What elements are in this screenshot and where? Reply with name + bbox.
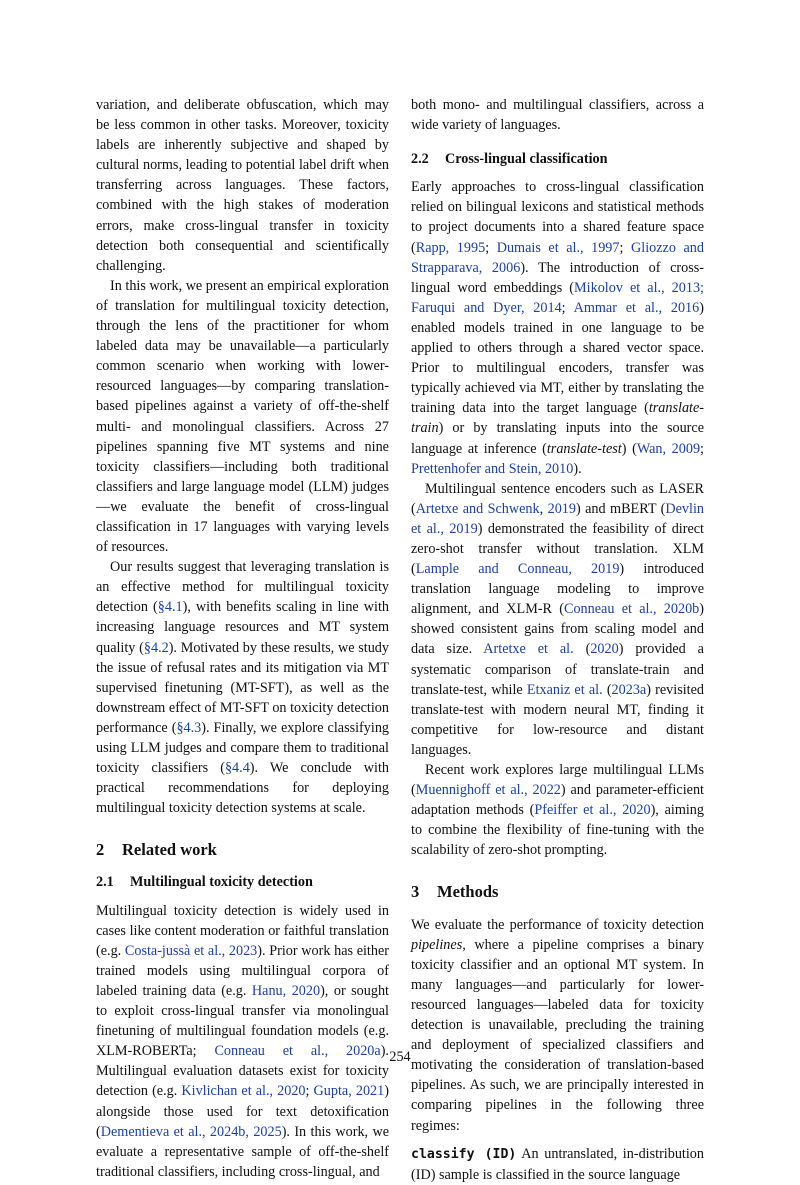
subsection-title: Multilingual toxicity detection <box>130 874 313 891</box>
section-link[interactable]: §4.4 <box>224 760 250 777</box>
subsection-title: Cross-lingual classification <box>445 151 608 168</box>
page-number: 254 <box>389 1049 411 1065</box>
section-title: Related work <box>122 840 217 860</box>
text: ) or by translating inputs into the source language at inference ( <box>411 420 704 457</box>
text: , where a pipeline comprises a binary toxicity classifier and an optional MT system. In many languages—and particularly for lower-resourced languages—labeled data for toxicity detection is unavailable, precluding the training and deployment of specialized classifiers and motivating the consideration of translation-based pipelines. As such, we are principally interested in comparing pipelines in the following three regimes: <box>411 936 704 1134</box>
citation-link[interactable]: Etxaniz et al. <box>526 681 603 698</box>
paragraph-sentence-encoders <box>411 479 704 760</box>
citation-link[interactable]: Costa-jussà et al., 2023 <box>124 942 258 959</box>
text: ) enabled models trained in one language to be applied to others through a shared vector space. Prior to multilingual encoders, transfer was typically achieved via MT, either by translating the training data into the target language ( <box>411 299 704 417</box>
text: ), with benefits scaling in line with increasing language resources and MT system quality ( <box>96 599 390 656</box>
subsection-heading-multilingual-toxicity <box>96 872 389 892</box>
paragraph-this-work: In this work, we present an empirical exploration of translation for multilingual toxicity detection, through the lens of the practitioner for whom labeled data may be unavailable—a particularly common scenario when working with lower-resourced languages—by comparing translation-based pipelines against a variety of off-the-shelf multi- and monolingual classifiers. Across 27 pipelines spanning five MT systems and nine toxicity classifiers—including both traditional classifiers and large language model (LLM) judges—we evaluate the benefit of cross-lingual classification in 17 languages with varying levels of resources. <box>96 277 389 556</box>
text: ( <box>602 681 612 698</box>
text: ) ( <box>621 440 637 457</box>
text: ) alongside those used for text detoxification ( <box>96 1083 389 1140</box>
text: ; <box>561 299 574 316</box>
text: ( <box>573 641 591 658</box>
citation-link[interactable]: Kivlichan et al., 2020 <box>181 1083 306 1100</box>
citation-link[interactable]: Mikolov et al., 2013; Faruqui and Dyer, 2014 <box>411 279 704 316</box>
text: ) showed consistent gains from scaling model and data size. <box>411 601 704 658</box>
text: ). We conclude with practical recommendations for deploying multilingual toxicity detection systems at scale. <box>96 760 389 817</box>
section-heading-related-work <box>96 840 389 860</box>
text: Early approaches to cross-lingual classification relied on bilingual lexicons and statistical methods to project documents into a shared feature space ( <box>411 179 704 256</box>
text: ) provided a systematic comparison of translate-train and translate-test, while <box>411 641 704 698</box>
citation-link[interactable]: Artetxe and Schwenk <box>415 500 540 517</box>
emphasis: translate-test <box>546 440 622 457</box>
paragraph-methods <box>411 915 704 1136</box>
section-heading-methods <box>411 882 704 902</box>
text: Recent work explores large multilingual LLMs ( <box>411 762 704 799</box>
text: ; <box>485 239 497 256</box>
text: ; <box>700 440 704 457</box>
paragraph-classify-id <box>411 1144 704 1185</box>
text: ), aiming to combine the flexibility of fine-tuning with the scalability of zero-shot prompting. <box>411 802 704 859</box>
citation-link[interactable]: 2023a <box>611 681 647 698</box>
text: ). Motivated by these results, we study the issue of refusal rates and its mitigation via MT supervised finetuning (MT-SFT), as well as the downstream effect of MT-SFT on toxicity detection performance ( <box>96 639 389 736</box>
subsection-number: 2.1 <box>96 874 114 891</box>
text: Multilingual toxicity detection is widely used in cases like content moderation or faithful translation (e.g. <box>96 902 389 959</box>
subsection-number: 2.2 <box>411 151 429 168</box>
citation-link[interactable]: Devlin et al., 2019 <box>411 500 705 537</box>
text: ). Prior work has either trained models using multilingual corpora of labeled training data (e.g. <box>96 942 389 999</box>
citation-link[interactable]: Dumais et al., 1997 <box>496 239 620 256</box>
text: ). The introduction of cross-lingual word embeddings ( <box>411 259 704 296</box>
citation-link[interactable]: Artetxe et al. <box>483 641 574 658</box>
citation-link[interactable]: Lample and Conneau, 2019 <box>415 561 620 578</box>
citation-link[interactable]: 2019 <box>547 500 576 517</box>
subsection-heading-cross-lingual <box>411 149 704 169</box>
section-number: 3 <box>411 882 420 902</box>
paragraph-intro-continued: variation, and deliberate obfuscation, which may be less common in other tasks. Moreover, toxicity labels are inherently subjective and shaped by cultural norms, leading to potential label drift when transferring across languages. These factors, combined with the high stakes of moderation errors, make cross-lingual transfer in toxicity detection both consequential and scientifically challenging. <box>96 97 389 274</box>
emphasis: pipelines <box>411 936 463 953</box>
paragraph-multilingual-toxicity <box>96 901 389 1182</box>
citation-link[interactable]: Conneau et al., 2020a <box>214 1043 381 1060</box>
citation-link[interactable]: Wan, 2009 <box>636 440 701 457</box>
text: ). In this work, we evaluate a representative sample of off-the-shelf traditional classifiers, including cross-lingual, and <box>96 1123 389 1180</box>
section-title: Methods <box>437 882 499 902</box>
citation-link[interactable]: Pfeiffer et al., 2020 <box>534 802 651 819</box>
citation-link[interactable]: Ammar et al., 2016 <box>573 299 700 316</box>
text: An untranslated, in-distribution (ID) sample is classified in the source language <box>411 1145 704 1183</box>
spacer <box>411 1136 704 1144</box>
regime-label: classify (ID) <box>411 1146 517 1162</box>
text: ) revisited translate-test with modern neural MT, finding it competitive for low-resource and distant languages. <box>411 681 704 758</box>
text: ; <box>619 239 632 256</box>
section-link[interactable]: §4.3 <box>176 719 202 736</box>
citation-link[interactable]: Conneau et al., 2020b <box>564 601 700 618</box>
citation-link[interactable]: Hanu, 2020 <box>251 982 321 999</box>
citation-link[interactable]: Rapp, 1995 <box>415 239 486 256</box>
section-number: 2 <box>96 840 105 860</box>
paragraph-results <box>96 557 389 818</box>
text: ) introduced translation language modeling to improve alignment, and XLM-R ( <box>411 561 704 618</box>
citation-link[interactable]: 2020 <box>590 641 619 658</box>
text: Multilingual sentence encoders such as LASER ( <box>411 480 704 517</box>
paragraph-early-approaches <box>411 177 704 478</box>
paragraph-continued: both mono- and multilingual classifiers, across a wide variety of languages. <box>411 97 704 134</box>
left-column <box>96 95 389 1182</box>
text: ; <box>305 1083 314 1100</box>
text: ) and parameter-efficient adaptation methods ( <box>411 782 704 819</box>
citation-link[interactable]: Prettenhofer and Stein, 2010 <box>411 460 574 477</box>
paragraph-recent-work <box>411 760 704 860</box>
citation-link[interactable]: Gupta, 2021 <box>313 1083 385 1100</box>
text: ) and mBERT ( <box>575 500 666 517</box>
text: , <box>539 500 548 517</box>
citation-link[interactable]: Dementieva et al., 2024b, 2025 <box>100 1123 282 1140</box>
text: Our results suggest that leveraging translation is an effective method for multilingual toxicity detection ( <box>96 559 389 616</box>
text: ). Multilingual evaluation datasets exist for toxicity detection (e.g. <box>96 1043 389 1100</box>
text: ). <box>573 460 582 477</box>
section-link[interactable]: §4.1 <box>157 599 183 616</box>
section-link[interactable]: §4.2 <box>143 639 169 656</box>
text: ), or sought to exploit cross-lingual transfer via monolingual finetuning of multilingual foundation models (e.g. XLM-ROBERTa; <box>96 982 389 1060</box>
right-column <box>411 95 704 1185</box>
emphasis: translate-train <box>411 400 704 437</box>
text: ) demonstrated the feasibility of direct zero-shot transfer without translation. XLM ( <box>411 520 704 578</box>
citation-link[interactable]: Gliozzo and Strapparava, 2006 <box>411 239 704 276</box>
text: We evaluate the performance of toxicity detection <box>411 916 704 933</box>
text: ). Finally, we explore classifying using LLM judges and compare them to traditional toxicity classifiers ( <box>96 719 390 777</box>
citation-link[interactable]: Muennighoff et al., 2022 <box>415 782 561 799</box>
